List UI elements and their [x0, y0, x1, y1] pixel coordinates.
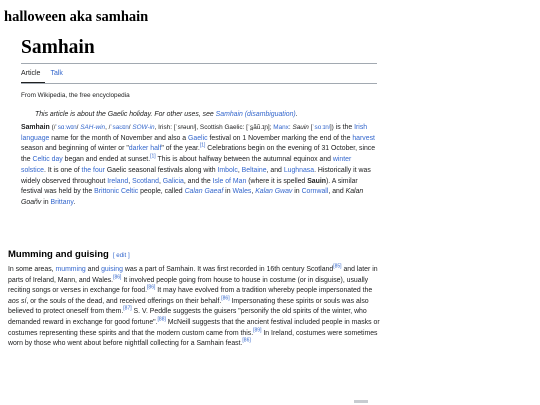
- article-title: Samhain: [21, 36, 377, 64]
- page-heading: halloween aka samhain: [4, 9, 149, 25]
- section-heading: [8, 249, 380, 260]
- intro-paragraph: Samhain (/ˈsɑːwɪn/ SAH-win, /ˈsaʊɪn/ SOW-in, Irish: [ˈsˠəunʲ], Scottish Gaelic: [ˈs̪ãũ.ɪɲ]; Manx: Sauin [ˈsoːɪnʲ]) is the Irish language name for the month of November and also a Gaelic festival on 1 November marking the end of the harvest season and beginning of winter or "darker half" of the year.[1] Celebrations begin on the evening of 31 October, since the Celtic day began and ended at sunset.[1] This is about halfway between the autumnal equinox and winter solstice. It is one of the four Gaelic seasonal festivals along with Imbolc, Beltaine, and Lughnasa. Historically it was widely observed throughout Ireland, Scotland, Galicia, and the Isle of Man (where it is spelled Sauin). A similar festival was held by the Brittonic Celtic people, called Calan Gaeaf in Wales, Kalan Gwav in Cornwall, and Kalan Goañv in Brittany.: [21, 124, 376, 206]
- article-tabs: [21, 70, 377, 84]
- hatnote-suffix: .: [295, 111, 298, 118]
- from-wikipedia-text: From Wikipedia, the free encyclopedia: [21, 92, 130, 99]
- section-heading-text: Mumming and guising: [8, 249, 109, 260]
- section-mumming: [8, 245, 380, 350]
- hatnote-prefix: This article is about the Gaelic holiday. For other uses, see: [35, 111, 216, 118]
- hatnote: [21, 111, 377, 118]
- wikipedia-article: [21, 36, 377, 209]
- edit-section-link[interactable]: [ edit ]: [112, 252, 130, 259]
- section-paragraph: In some areas, mumming and guising was a part of Samhain. It was first recorded in 16th century Scotland[85] and later in parts of Ireland, Mann, and Wales.[86] It involved people going from house to house in costume (or in disguise), usually reciting songs or verses in exchange for food.[86] It may have evolved from a tradition whereby people impersonated the aos sí, or the souls of the dead, and received offerings on their behalf.[86] Impersonating these spirits or souls was also believed to protect oneself from them.[87] S. V. Peddle suggests the guisers "personify the old spirits of the winter, who demanded reward in exchange for good fortune".[88] McNeill suggests that the ancient festival included people in masks or costumes representing these spirits and that the modern custom came from this.[89] In Ireland, costumes were sometimes worn by those who went about before nightfall collecting for a Samhain feast.[86]: [8, 263, 380, 348]
- image-edge: [354, 400, 368, 403]
- tab-talk[interactable]: Talk: [50, 70, 63, 77]
- tab-article[interactable]: Article: [21, 70, 45, 83]
- disambiguation-link[interactable]: Samhain (disambiguation): [215, 111, 296, 118]
